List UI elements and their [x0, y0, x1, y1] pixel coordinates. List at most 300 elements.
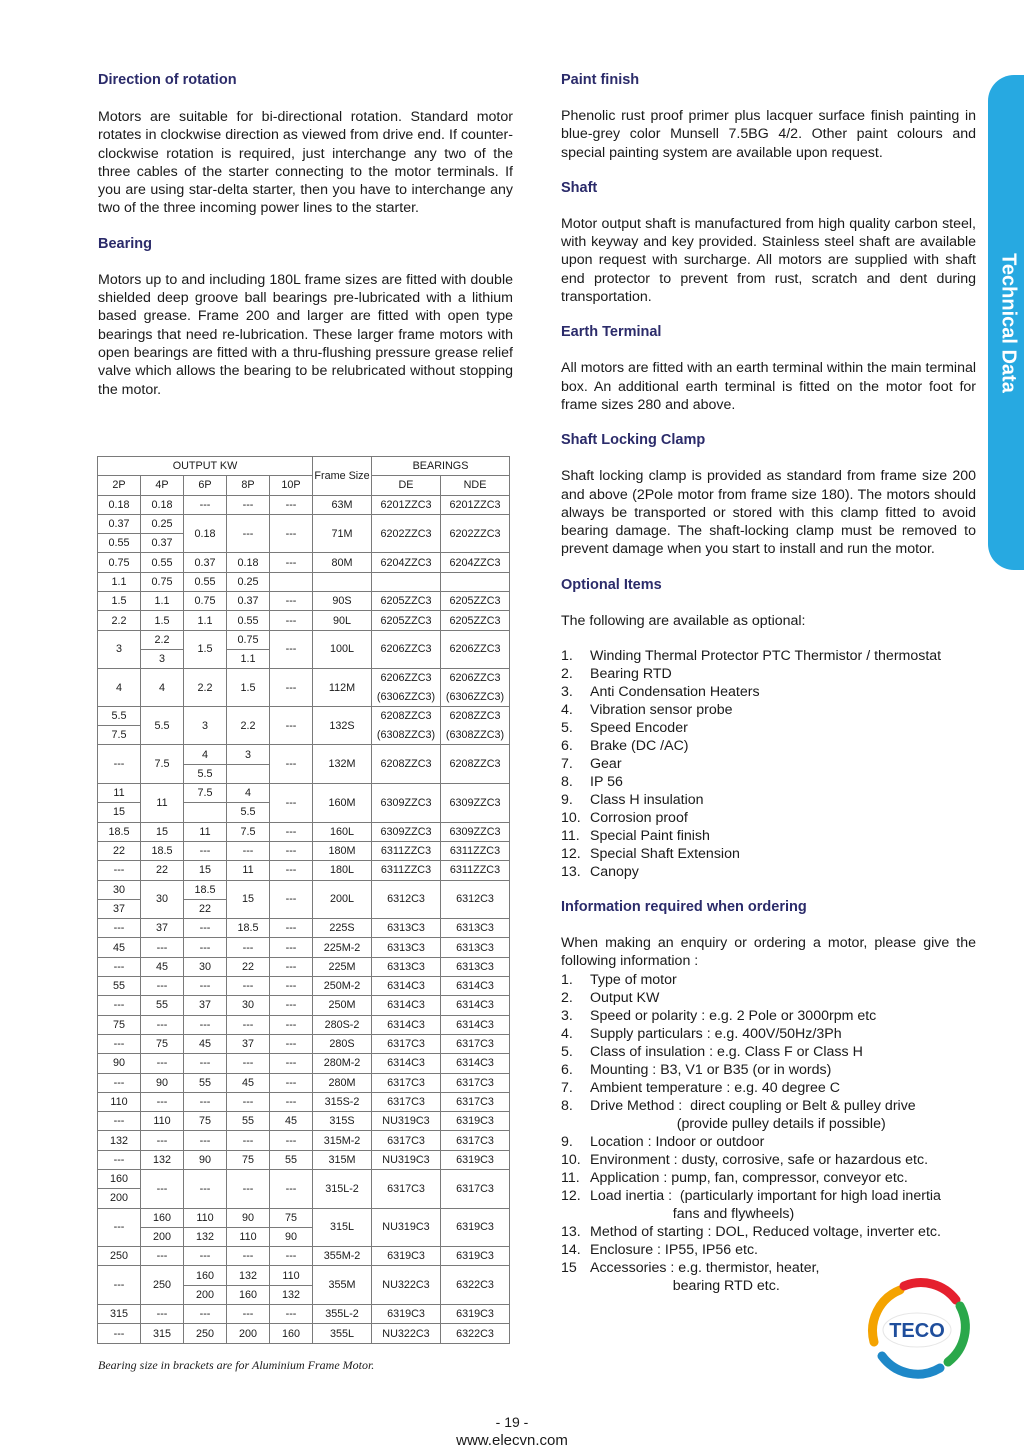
table-cell: 6204ZZC3 — [372, 553, 441, 572]
table-cell: 6314C3 — [372, 996, 441, 1015]
table-cell: 22 — [184, 899, 227, 918]
table-cell: --- — [270, 669, 313, 707]
table-cell: 2.2 — [184, 669, 227, 707]
table-cell: 355M-2 — [313, 1247, 372, 1266]
list-item — [561, 1061, 976, 1079]
table-cell: 37 — [141, 919, 184, 938]
logo-arc-red — [904, 1283, 956, 1300]
table-cell: 110 — [141, 1112, 184, 1131]
table-cell: 0.37 — [98, 514, 141, 533]
table-cell: 7.5 — [141, 745, 184, 784]
table-row — [98, 822, 510, 841]
table-cell: 6322C3 — [441, 1266, 510, 1305]
table-cell: --- — [141, 1092, 184, 1111]
table-cell: 0.18 — [141, 495, 184, 514]
table-cell: --- — [270, 553, 313, 572]
list-item-text: Application : pump, fan, compressor, conveyor etc. — [590, 1169, 908, 1186]
table-row — [98, 1112, 510, 1131]
table-row — [98, 1150, 510, 1169]
list-item-number: 7. — [561, 756, 573, 773]
table-cell: 7.5 — [184, 784, 227, 803]
table-cell: 250M — [313, 996, 372, 1015]
list-item — [561, 971, 976, 989]
table-cell: 6205ZZC3 — [372, 611, 441, 630]
table-cell: --- — [227, 1247, 270, 1266]
table-cell: 160 — [98, 1169, 141, 1188]
table-cell: 15 — [98, 803, 141, 822]
table-cell: 2.2 — [141, 630, 184, 649]
table-cell: --- — [270, 630, 313, 669]
list-item — [561, 989, 976, 1007]
header-nde: NDE — [441, 476, 510, 495]
table-cell: 22 — [98, 841, 141, 860]
table-cell: 200 — [184, 1285, 227, 1304]
list-item-text: Accessories : e.g. thermistor, heater, bearing RTD etc. — [590, 1259, 820, 1294]
table-cell: 6202ZZC3 — [441, 514, 510, 553]
table-cell: 0.75 — [184, 592, 227, 611]
list-item-number: 13. — [561, 1223, 581, 1240]
bearing-text: Motors up to and including 180L frame sizes are fitted with double shielded deep groove ball bearings pre-lubricated with a lithium based grease. Frame 200 and larger are fitted with open type bearings that need re-lubrication. These larger frame motors with open bearings are fitted with a thru-flushing pressure grease relief valve which allows the bearing to be relubricated without stopping the motor. — [98, 271, 513, 398]
table-cell — [372, 572, 441, 591]
list-item-text: Output KW — [590, 989, 660, 1006]
table-cell: --- — [270, 880, 313, 919]
table-cell — [372, 706, 441, 745]
table-cell: --- — [227, 1054, 270, 1073]
table-row — [98, 977, 510, 996]
list-item — [561, 809, 976, 827]
table-cell: 6319C3 — [372, 1247, 441, 1266]
table-cell: --- — [270, 1092, 313, 1111]
table-cell: --- — [270, 706, 313, 745]
table-cell: 160 — [141, 1208, 184, 1227]
table-cell: 6313C3 — [372, 938, 441, 957]
table-cell: --- — [98, 1034, 141, 1053]
table-row — [98, 1054, 510, 1073]
table-cell: --- — [227, 1169, 270, 1208]
list-item-text: Method of starting : DOL, Reduced voltage, inverter etc. — [590, 1223, 941, 1240]
table-cell: 0.55 — [141, 553, 184, 572]
table-cell: 6312C3 — [372, 880, 441, 919]
list-item-number: 12. — [561, 846, 581, 863]
table-cell: --- — [98, 861, 141, 880]
table-cell: 6311ZZC3 — [441, 861, 510, 880]
table-cell: --- — [141, 1131, 184, 1150]
shaft-heading: Shaft — [561, 179, 598, 196]
table-row — [98, 957, 510, 976]
table-cell: 6309ZZC3 — [441, 822, 510, 841]
table-cell: 1.5 — [141, 611, 184, 630]
table-cell: --- — [270, 1073, 313, 1092]
table-cell: 6202ZZC3 — [372, 514, 441, 553]
table-cell: --- — [270, 861, 313, 880]
table-cell: 6314C3 — [441, 977, 510, 996]
clamp-heading: Shaft Locking Clamp — [561, 432, 706, 449]
list-item — [561, 737, 976, 755]
table-cell: 6208ZZC3 — [441, 745, 510, 784]
bearing-value: 6208ZZC3 — [449, 710, 501, 723]
table-cell: 2.2 — [98, 611, 141, 630]
left-column — [98, 70, 513, 399]
table-cell: 0.75 — [98, 553, 141, 572]
table-row — [98, 880, 510, 899]
table-cell: 6311ZZC3 — [441, 841, 510, 860]
table-cell: 160L — [313, 822, 372, 841]
table-cell — [441, 572, 510, 591]
list-item-number: 11. — [561, 828, 580, 845]
list-item — [561, 719, 976, 737]
table-row — [98, 553, 510, 572]
table-row — [98, 592, 510, 611]
table-cell: 315S-2 — [313, 1092, 372, 1111]
table-cell: 200 — [227, 1324, 270, 1343]
table-cell: 0.75 — [141, 572, 184, 591]
optional-items-list — [561, 647, 976, 881]
table-cell: 6319C3 — [441, 1305, 510, 1324]
list-item-text: Anti Condensation Heaters — [590, 684, 760, 701]
table-cell: 6322C3 — [441, 1324, 510, 1343]
table-cell: 6313C3 — [441, 919, 510, 938]
table-cell: --- — [98, 1150, 141, 1169]
table-cell: 6314C3 — [441, 1015, 510, 1034]
table-cell: 280S — [313, 1034, 372, 1053]
table-cell: --- — [227, 1015, 270, 1034]
table-cell: 225S — [313, 919, 372, 938]
list-item — [561, 845, 976, 863]
table-cell: 18.5 — [141, 841, 184, 860]
table-cell: 71M — [313, 514, 372, 553]
table-cell: 7.5 — [227, 822, 270, 841]
list-item-number: 5. — [561, 720, 573, 737]
table-cell: 6309ZZC3 — [441, 784, 510, 823]
table-cell: 90 — [270, 1227, 313, 1246]
list-item — [561, 701, 976, 719]
table-cell: --- — [184, 977, 227, 996]
list-item-number: 14. — [561, 1241, 581, 1258]
table-cell: 3 — [141, 649, 184, 668]
list-item — [561, 1043, 976, 1061]
table-cell: --- — [270, 996, 313, 1015]
header-pole: 2P — [98, 476, 141, 495]
list-item — [561, 1079, 976, 1097]
table-cell: 75 — [270, 1208, 313, 1227]
table-cell: --- — [141, 1169, 184, 1208]
table-cell: --- — [141, 1054, 184, 1073]
table-cell: 30 — [98, 880, 141, 899]
table-cell: 4 — [184, 745, 227, 764]
table-cell: --- — [184, 841, 227, 860]
table-cell: --- — [227, 495, 270, 514]
table-cell: --- — [184, 1169, 227, 1208]
list-item-number: 1. — [561, 971, 573, 988]
table-cell — [184, 803, 227, 822]
list-item-number: 5. — [561, 1043, 573, 1060]
table-row — [98, 706, 510, 725]
list-item — [561, 755, 976, 773]
table-cell: 30 — [184, 957, 227, 976]
table-cell: --- — [98, 1073, 141, 1092]
table-cell: 6317C3 — [372, 1073, 441, 1092]
bearing-value: 6206ZZC3 — [449, 672, 501, 685]
table-cell: 315 — [98, 1305, 141, 1324]
table-cell: 80M — [313, 553, 372, 572]
table-cell: 15 — [184, 861, 227, 880]
table-cell: 6319C3 — [372, 1305, 441, 1324]
table-row — [98, 841, 510, 860]
table-cell: 5.5 — [227, 803, 270, 822]
list-item — [561, 773, 976, 791]
header-de: DE — [372, 476, 441, 495]
table-cell: 355M — [313, 1266, 372, 1305]
table-cell: --- — [98, 1112, 141, 1131]
table-row — [98, 745, 510, 764]
table-cell: --- — [270, 1169, 313, 1208]
list-item-number: 11. — [561, 1169, 580, 1186]
list-item — [561, 665, 976, 683]
table-cell: --- — [227, 1131, 270, 1150]
list-item-number: 1. — [561, 648, 573, 665]
list-item-text: Special Shaft Extension — [590, 846, 740, 863]
table-cell: 55 — [184, 1073, 227, 1092]
table-cell: 0.18 — [98, 495, 141, 514]
table-cell: 6317C3 — [441, 1092, 510, 1111]
table-cell: 5.5 — [184, 764, 227, 783]
table-cell: 22 — [141, 861, 184, 880]
table-header-row — [98, 476, 510, 495]
table-cell: 6317C3 — [441, 1073, 510, 1092]
table-row — [98, 1073, 510, 1092]
table-cell: 355L — [313, 1324, 372, 1343]
table-cell: 55 — [98, 977, 141, 996]
table-cell: 6313C3 — [372, 957, 441, 976]
table-cell: 110 — [227, 1227, 270, 1246]
table-cell: 132M — [313, 745, 372, 784]
earth-heading: Earth Terminal — [561, 324, 662, 341]
table-cell: 315 — [141, 1324, 184, 1343]
table-cell: 315L — [313, 1208, 372, 1247]
table-cell: 45 — [270, 1112, 313, 1131]
table-cell: 250 — [141, 1266, 184, 1305]
table-cell: --- — [184, 1247, 227, 1266]
table-cell: 63M — [313, 495, 372, 514]
table-row — [98, 1324, 510, 1343]
bearing-heading: Bearing — [98, 235, 152, 252]
table-cell: NU319C3 — [372, 1112, 441, 1131]
table-cell: --- — [270, 841, 313, 860]
table-cell: 110 — [184, 1208, 227, 1227]
table-cell — [270, 572, 313, 591]
table-cell: --- — [184, 919, 227, 938]
list-item-number: 4. — [561, 1025, 573, 1042]
earth-text: All motors are fitted with an earth terminal within the main terminal box. An additional earth terminal is fitted on the motor foot for frame sizes 280 and above. — [561, 360, 976, 413]
table-cell: 37 — [98, 899, 141, 918]
list-item-number: 2. — [561, 666, 573, 683]
table-cell — [441, 669, 510, 707]
table-row — [98, 996, 510, 1015]
table-cell: 45 — [98, 938, 141, 957]
table-row — [98, 938, 510, 957]
logo-arc-blue — [882, 1356, 940, 1374]
table-cell: 160 — [184, 1266, 227, 1285]
ordering-heading: Information required when ordering — [561, 899, 807, 916]
list-item-text: Enclosure : IP55, IP56 etc. — [590, 1241, 758, 1258]
table-cell: 225M-2 — [313, 938, 372, 957]
table-cell: 132 — [98, 1131, 141, 1150]
table-cell: 11 — [141, 784, 184, 823]
table-cell: 0.75 — [227, 630, 270, 649]
table-cell: --- — [270, 1015, 313, 1034]
table-row — [98, 572, 510, 591]
bearing-value: (6308ZZC3) — [445, 728, 505, 741]
table-cell: 0.55 — [184, 572, 227, 591]
table-cell: 6314C3 — [372, 977, 441, 996]
header-pole: 6P — [184, 476, 227, 495]
table-cell: 37 — [184, 996, 227, 1015]
table-cell: 6319C3 — [441, 1112, 510, 1131]
footer-website: www.elecvn.com — [456, 1432, 568, 1449]
teco-logo — [860, 1270, 974, 1384]
table-cell: --- — [98, 1208, 141, 1247]
list-item — [561, 1007, 976, 1025]
list-item-number: 9. — [561, 1133, 573, 1150]
list-item — [561, 1097, 976, 1133]
table-cell: --- — [98, 919, 141, 938]
table-cell: 37 — [227, 1034, 270, 1053]
table-cell: --- — [270, 592, 313, 611]
table-row — [98, 1015, 510, 1034]
table-cell: 200 — [141, 1227, 184, 1246]
table-cell: 11 — [227, 861, 270, 880]
list-item-number: 4. — [561, 702, 573, 719]
table-cell: 2.2 — [227, 706, 270, 745]
list-item-text: Bearing RTD — [590, 666, 672, 683]
table-cell: 6319C3 — [441, 1208, 510, 1247]
table-cell: --- — [141, 977, 184, 996]
bearing-value: 6208ZZC3 — [380, 710, 432, 723]
table-cell: 250M-2 — [313, 977, 372, 996]
table-row — [98, 1092, 510, 1111]
list-item-text: Vibration sensor probe — [590, 702, 733, 719]
table-cell: --- — [270, 784, 313, 823]
table-cell: 6319C3 — [441, 1247, 510, 1266]
table-cell: 132S — [313, 706, 372, 745]
list-item-text: Drive Method : direct coupling or Belt & pulley drive (provide pulley details if possible) — [590, 1097, 916, 1132]
list-item — [561, 1151, 976, 1169]
table-cell — [441, 706, 510, 745]
list-item-text: Speed or polarity : e.g. 2 Pole or 3000rpm etc — [590, 1007, 877, 1024]
table-cell: 0.37 — [141, 534, 184, 553]
table-cell: 5.5 — [141, 706, 184, 745]
table-cell: 15 — [141, 822, 184, 841]
table-cell: NU319C3 — [372, 1150, 441, 1169]
table-cell: --- — [227, 938, 270, 957]
list-item-text: Class of insulation : e.g. Class F or Class H — [590, 1043, 863, 1060]
table-cell: 90S — [313, 592, 372, 611]
table-cell: 1.5 — [184, 630, 227, 669]
logo-text: TECO — [889, 1320, 945, 1342]
table-cell: 55 — [227, 1112, 270, 1131]
table-cell: --- — [98, 745, 141, 784]
table-cell: 3 — [184, 706, 227, 745]
table-cell: --- — [270, 822, 313, 841]
table-cell — [372, 669, 441, 707]
table-cell: 280M-2 — [313, 1054, 372, 1073]
table-cell: --- — [227, 1092, 270, 1111]
table-cell: 315M-2 — [313, 1131, 372, 1150]
list-item-number: 3. — [561, 684, 573, 701]
table-footnote: Bearing size in brackets are for Aluminium Frame Motor. — [98, 1358, 375, 1372]
bearing-value: (6308ZZC3) — [376, 728, 436, 741]
table-cell: NU322C3 — [372, 1324, 441, 1343]
table-cell: 6317C3 — [372, 1131, 441, 1150]
list-item-text: Type of motor — [590, 971, 677, 988]
table-cell: --- — [184, 938, 227, 957]
table-cell: 132 — [227, 1266, 270, 1285]
table-cell: --- — [227, 514, 270, 553]
table-cell: 90 — [98, 1054, 141, 1073]
table-row — [98, 1266, 510, 1285]
list-item — [561, 1241, 976, 1259]
table-cell: 6313C3 — [441, 957, 510, 976]
table-cell: 3 — [227, 745, 270, 764]
paint-text: Phenolic rust proof primer plus lacquer surface finish painting in blue-grey color Munsell 7.5BG 4/2. Other paint colours and special painting system are available upon request. — [561, 108, 976, 161]
table-cell: 55 — [270, 1150, 313, 1169]
table-cell: 0.55 — [98, 534, 141, 553]
list-item — [561, 863, 976, 881]
table-cell: 315S — [313, 1112, 372, 1131]
table-cell: --- — [270, 919, 313, 938]
list-item — [561, 647, 976, 665]
list-item-number: 8. — [561, 774, 573, 791]
table-cell: 45 — [227, 1073, 270, 1092]
ordering-intro: When making an enquiry or ordering a motor, please give the following information : — [561, 935, 976, 970]
table-cell: 18.5 — [98, 822, 141, 841]
table-row — [98, 630, 510, 649]
list-item-text: Speed Encoder — [590, 720, 688, 737]
table-cell: --- — [270, 745, 313, 784]
table-cell: 200 — [98, 1189, 141, 1208]
table-cell: 280S-2 — [313, 1015, 372, 1034]
table-cell: --- — [270, 514, 313, 553]
table-cell: --- — [98, 1266, 141, 1305]
table-cell: 6314C3 — [372, 1015, 441, 1034]
list-item-number: 8. — [561, 1097, 573, 1114]
table-cell: 110 — [270, 1266, 313, 1285]
table-cell: 4 — [98, 669, 141, 707]
table-cell: 45 — [184, 1034, 227, 1053]
clamp-text: Shaft locking clamp is provided as standard from frame size 200 and above (2Pole motor from frame size 180). The motors should always be transported or stored with this clamp fitted to avoid bearing damage. The shaft-locking clamp must be removed to prevent damage when you start to install and run the motor. — [561, 468, 976, 558]
list-item-text: Location : Indoor or outdoor — [590, 1133, 765, 1150]
table-cell: --- — [141, 1247, 184, 1266]
table-cell: --- — [270, 495, 313, 514]
table-row — [98, 861, 510, 880]
list-item-text: IP 56 — [590, 774, 623, 791]
table-cell: --- — [270, 1131, 313, 1150]
table-cell: 6311ZZC3 — [372, 861, 441, 880]
table-cell: 22 — [227, 957, 270, 976]
table-cell: 112M — [313, 669, 372, 707]
direction-text: Motors are suitable for bi-directional rotation. Standard motor rotates in clockwise direction as viewed from drive end. If counter-clockwise rotation is required, just interchange any two of the three cables of the starter connecting to the motor terminals. If you are using star-delta starter, then you have to interchange any two of the three incoming power lines to the starter. — [98, 109, 513, 217]
header-output-kw: OUTPUT KW — [98, 457, 313, 476]
table-cell: 0.25 — [227, 572, 270, 591]
table-cell: 160 — [227, 1285, 270, 1304]
list-item-number: 6. — [561, 738, 573, 755]
list-item-text: Mounting : B3, V1 or B35 (or in words) — [590, 1061, 832, 1078]
direction-heading: Direction of rotation — [98, 72, 237, 88]
table-cell: 110 — [98, 1092, 141, 1111]
list-item-number: 12. — [561, 1187, 581, 1204]
table-cell: 4 — [141, 669, 184, 707]
table-cell: --- — [227, 841, 270, 860]
